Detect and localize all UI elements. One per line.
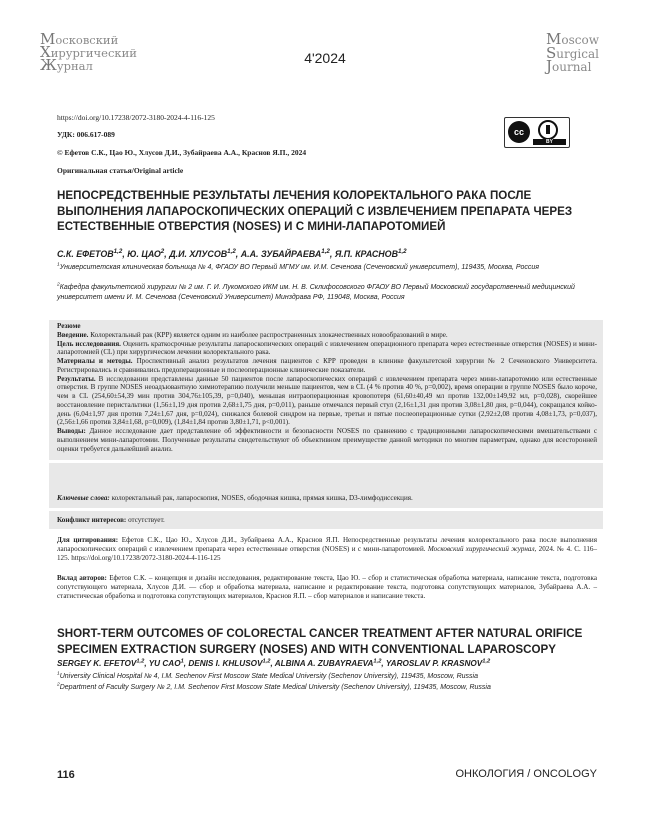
logo-line: Журнал [40,56,93,74]
abstract-conclusions: Выводы: Данное исследование дает представление об эффективности и безопасности NOSES по сравнению с традиционными лапароскопическими вмешательствами с выполнением мини-лапаротомии. Полученные результаты свидетельствуют об объективном преимуществе данной методики по многим параметрам, однако для всесторонней оценки требуется дальнейший анализ. [57,427,597,453]
logo-line: Journal [546,57,592,75]
page-number: 116 [57,769,75,781]
cc-by-license-badge[interactable] [504,117,570,148]
copyright: © Ефетов С.К., Цао Ю., Хлусов Д.И., Зубайраева А.А., Краснов Я.П., 2024 [57,148,307,157]
author: С.К. ЕФЕТОВ$^{1,2}$, [57,248,128,259]
abstract-intro: Введение. Колоректальный рак (КРР) является одним из наиболее распространенных злокачественных новообразований в мире. [57,330,448,339]
affiliation-2-ru: $^2$Кафедра факультетской хирургии № 2 им. Г. И. Лукомского ИКМ им. Н. В. Склифосовского ФГАОУ ВО Первый Московский государственный медицинский университет имени И. М. Сеченова (Сеченовский Университет) Минздрава РФ, 119048, Москва, Россия [57,282,575,301]
author: А.А. ЗУБАЙРАЕВА$^{1,2}$, [240,248,335,259]
keywords: Ключевые слова: колоректальный рак, лапароскопия, NOSES, ободочная кишка, прямая кишка, D3-лимфодиссекция. [57,494,413,502]
article-title-ru: НЕПОСРЕДСТВЕННЫЕ РЕЗУЛЬТАТЫ ЛЕЧЕНИЯ КОЛОРЕКТАЛЬНОГО РАКА ПОСЛЕ ВЫПОЛНЕНИЯ ЛАПАРОСКОПИЧЕСКИХ ОПЕРАЦИЙ С ИЗВЛЕЧЕНИЕМ ПРЕПАРАТА ЧЕРЕЗ ЕСТЕСТВЕННЫЕ ОТВЕРСТИЯ (NOSES) И С МИНИ-ЛАПАРОТОМИЕЙ [57,189,573,233]
abstract-results: Результаты. В исследовании представлены данные 50 пациентов после лапароскопических операций с извлечением препарата через мини-лапаротомию или естественные отверстия. В группе NOSES неоадъювантную химиотерапию получили меньше пациентов, чем в CL (4 % против 40 %, p=0,002), время операции в группе NOSES было короче, чем в CL (254,60±54,39 мин против 304,76±105,39, p=0,040), меньшая интраоперационная кровопотеря (61,60±40,49 мл против 132,00±149,92 мл, p=0,028), скорейшее восстановление перистальтики (1,56±1,19 дня против 2,68±1,75 дня, p=0,011), раньше отмечался первый стул (2,16±1,31 дня против 3,08±1,80 дня, p=0,044), сокращался койко-день (6,04±1,97 дня против 7,24±1,67 дня, p=0,024), снижался болевой синдром на первые, третьи и пятые послеоперационные сутки (2,92±2,08 против 4,08±1,73, p=0,037), (2,56±1,66 против 3,84±1,68, p=0,009), (1,84±1,84 против 3,80±1,71, p<0,001). [57,374,597,427]
author: YAROSLAV P. KRASNOV$^{1,2}$ [385,658,491,668]
journal-section: ОНКОЛОГИЯ / ONCOLOGY [455,768,597,780]
affiliation-1-en: $^1$University Clinical Hospital № 4, I.M. Sechenov First Moscow State Medical University (Sechenov University), 119435, Moscow, Russia [57,671,479,680]
issue-number: 4'2024 [304,50,346,66]
logo-ru-3: урнал [56,59,93,73]
abstract-aim: Цель исследования. Оценить краткосрочные результаты лапароскопических операций с извлечением операционного препарата через естественные отверстия (NOSES) и мини-лапаротомией (CL) при хирургическом лечении колоректального рака. [57,339,598,357]
article-title-en: SHORT-TERM OUTCOMES OF COLORECTAL CANCER TREATMENT AFTER NATURAL ORIFICE SPECIMEN EXTRACTION SURGERY (NOSES) AND WITH CONVENTIONAL LAPAROSCOPY [57,627,583,656]
logo-ru-2: ирургический [50,46,137,60]
logo-ru-1: осковский [55,33,119,47]
author: Ю. ЦАО$^2$, [127,248,170,259]
logo-line: Surgical [546,43,599,62]
udk: УДК: 006.617-089 [57,130,115,139]
article-type: Оригинальная статья/Original article [57,166,184,175]
by-label: BY [533,139,566,145]
author: Я.П. КРАСНОВ$^{1,2}$ [334,248,407,259]
logo-line: Московский [40,30,119,48]
author: SERGEY K. EFETOV$^{1,2}$, [57,658,149,668]
author: YU CAO$^1$, [148,658,189,668]
author: ALBINA A. ZUBAYRAEVA$^{1,2}$, [274,658,386,668]
citation: Для цитирования: Ефетов С.К., Цао Ю., Хлусов Д.И., Зубайраева А.А., Краснов Я.П. Непосредственные результаты лечения колоректального рака после выполнения лапароскопических операций с извлечением препарата через естественные отверстия (NOSES) и с мини-лапаротомией. Московский хирургический журнал, 2024. № 4. С. 116–125. https://doi.org/10.17238/2072-3180-2024-4-116-125 [57,536,597,562]
logo-line: Moscow [546,30,599,48]
abstract-heading: Резюме [57,322,81,330]
attribution-person-icon [538,120,558,140]
affiliation-1-ru: $^1$Университетская клиническая больница № 4, ФГАОУ ВО Первый МГМУ им. И.М. Сеченова (Сеченовский университет), 119435, Москва, Россия [57,262,539,271]
affiliation-2-en: $^2$Department of Faculty Surgery № 2, I.M. Sechenov First Moscow State Medical University (Sechenov University), 119435, Moscow, Russia [57,682,491,691]
conflict-of-interest: Конфликт интересов: отсутствует. [57,516,165,524]
abstract-content [57,322,597,453]
abstract-methods: Материалы и методы. Проспективный анализ результатов лечения пациентов с КРР проведен в клинике факультетской хирургии № 2 Сеченовского Университета. Регистрировались и сравнивались предоперационные и послеоперационные клинические показатели. [57,357,597,374]
doi-link[interactable]: https://doi.org/10.17238/2072-3180-2024-4-116-125 [57,113,215,122]
cc-icon: cc [508,121,530,143]
journal-logo-en [546,30,599,75]
logo-line: Хирургический [40,43,137,61]
author-list-ru [57,249,407,259]
author: DENIS I. KHLUSOV$^{1,2}$, [188,658,275,668]
author: Д.И. ХЛУСОВ$^{1,2}$, [169,248,241,259]
author-list-en [57,659,490,668]
author-contribution: Вклад авторов: Ефетов С.К. – концепция и дизайн исследования, редактирование текста, Цао Ю. – сбор и статистическая обработка материала, написание текста, подготовка сопутствующего материала, Хлусов Д.И. — сбор и обработка материала, написание и редактирование текста, подготовка сопутствующих материалов, Зубайраева А.А. – статистическая обработка и подготовка сопутствующих материалов, Краснов Я.П. – сбор материалов и написание текста. [57,574,597,600]
